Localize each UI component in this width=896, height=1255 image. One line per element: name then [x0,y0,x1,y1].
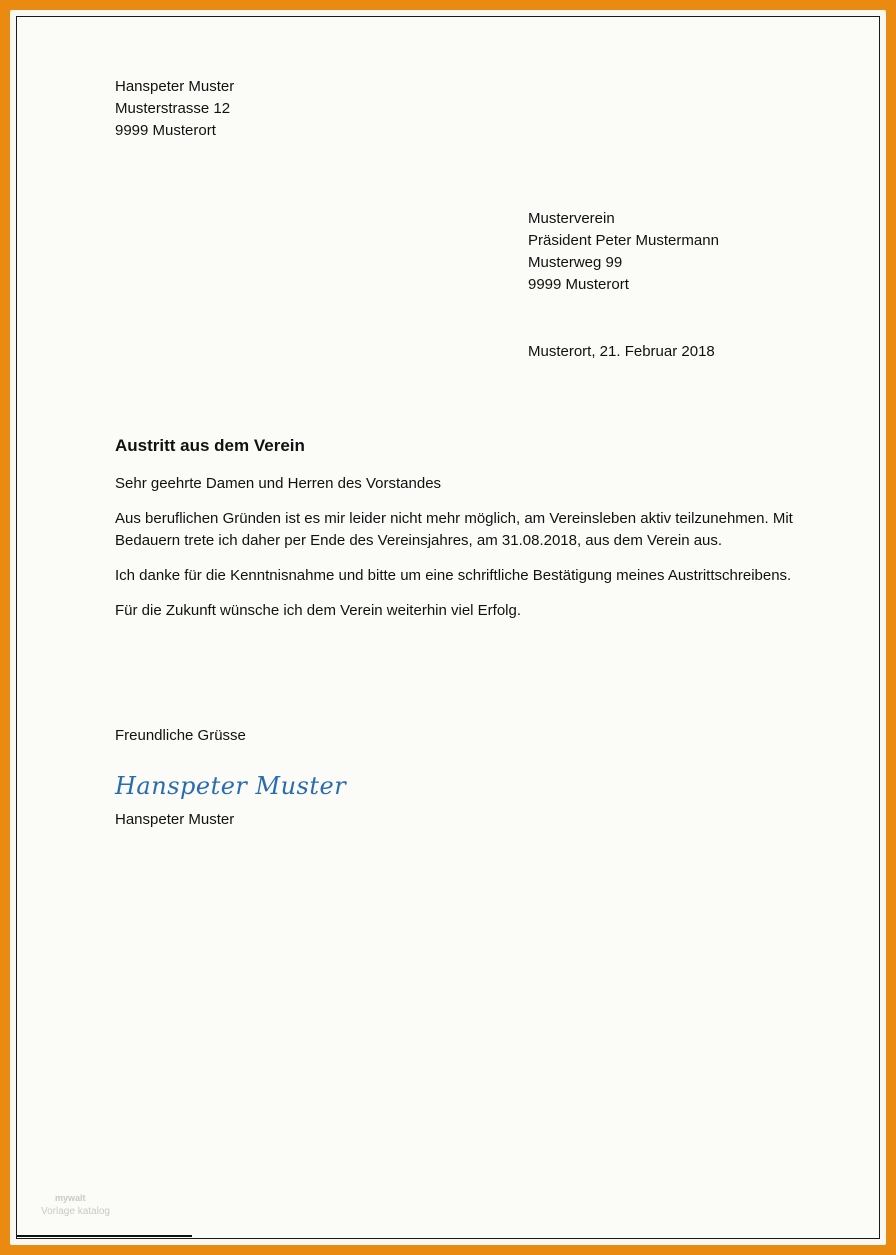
letter-page [16,16,880,1239]
body-paragraph: Aus beruflichen Gründen ist es mir leider nicht mehr möglich, am Vereinsleben aktiv teilzunehmen. Mit Bedauern trete ich daher per Ende des Vereinsjahres, am 31.08.2018, aus dem Verein aus. [115,510,793,549]
recipient-person: Präsident Peter Mustermann [528,232,719,249]
closing: Freundliche Grüsse [115,727,246,744]
sender-address [115,76,234,142]
recipient-org: Musterverein [528,210,615,227]
sender-street: Musterstrasse 12 [115,100,231,117]
watermark [41,1191,110,1219]
recipient-street: Musterweg 99 [528,254,623,271]
handwritten-signature: Hanspeter Muster [115,772,347,800]
signer-name: Hanspeter Muster [115,811,235,828]
letter-body [115,473,795,635]
salutation: Sehr geehrte Damen und Herren des Vorstandes [115,475,442,492]
sender-name: Hanspeter Muster [115,78,235,95]
letter-subject: Austritt aus dem Verein [115,436,305,455]
watermark-text: Vorlage katalog [41,1206,110,1217]
recipient-address [528,208,719,296]
letter-date: Musterort, 21. Februar 2018 [528,343,715,360]
body-paragraph: Für die Zukunft wünsche ich dem Verein weiterhin viel Erfolg. [115,602,522,619]
bottom-bar [17,1235,192,1237]
watermark-brand: mywalt [55,1193,86,1203]
sender-city: 9999 Musterort [115,122,216,139]
recipient-city: 9999 Musterort [528,276,629,293]
body-paragraph: Ich danke für die Kenntnisnahme und bitte um eine schriftliche Bestätigung meines Austrittschreibens. [115,567,792,584]
